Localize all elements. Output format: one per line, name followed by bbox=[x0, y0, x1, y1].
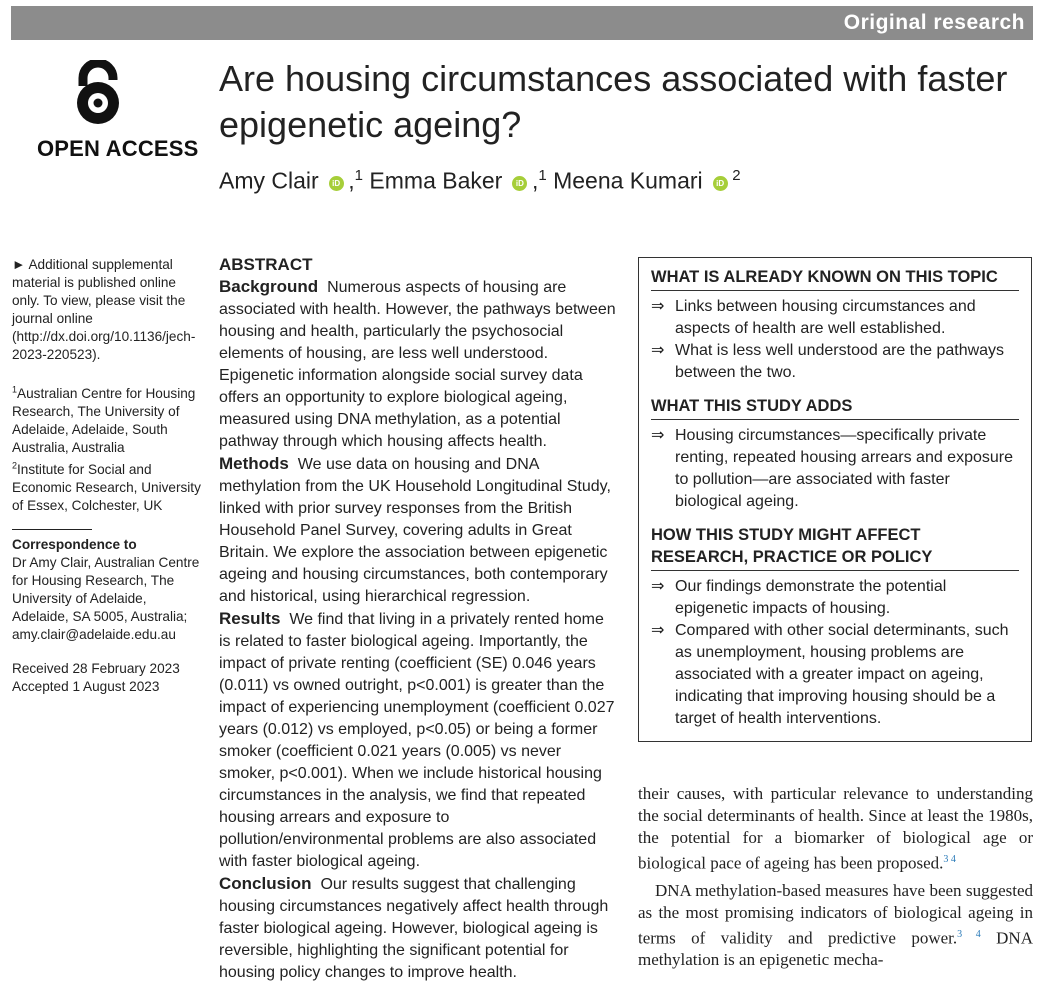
orcid-icon[interactable]: iD bbox=[713, 176, 728, 191]
dates bbox=[12, 660, 202, 696]
abstract-heading: ABSTRACT bbox=[219, 255, 313, 274]
key-messages-box bbox=[638, 257, 1032, 742]
accepted-date: Accepted 1 August 2023 bbox=[12, 679, 160, 695]
divider bbox=[12, 529, 92, 530]
received-date: Received 28 February 2023 bbox=[12, 661, 180, 677]
box-item: ⇒ Compared with other social determinants, such as unemployment, housing problems are associated with a greater impact on ageing, indicating that improving housing should be a target of health interventions. bbox=[651, 622, 1009, 727]
abstract-methods: Methods We use data on housing and DNA methylation from the UK Household Longitudinal Study, linked with prior survey responses from the British Household Panel Survey, covering adults in Great Britain. We explore the association between epigenetic ageing and housing circumstances, both contemporary and historical, using hierarchical regression. bbox=[219, 454, 611, 605]
author-name[interactable]: Amy Clair bbox=[219, 167, 319, 194]
reference-link[interactable]: 3 4 bbox=[943, 854, 956, 865]
affiliation-ref: 2 bbox=[732, 167, 741, 184]
orcid-icon[interactable]: iD bbox=[329, 176, 344, 191]
abstract bbox=[219, 254, 617, 984]
box-heading: WHAT THIS STUDY ADDS bbox=[651, 395, 1019, 420]
article-title: Are housing circumstances associated with faster epigenetic ageing? bbox=[219, 58, 1008, 145]
author-name[interactable]: Meena Kumari bbox=[553, 167, 703, 194]
box-item: ⇒ Links between housing circumstances and aspects of health are well established. bbox=[651, 298, 976, 337]
body-text bbox=[638, 783, 1033, 971]
adds-section bbox=[651, 395, 1019, 513]
orcid-icon[interactable]: iD bbox=[512, 176, 527, 191]
correspondence bbox=[12, 536, 202, 644]
box-heading: WHAT IS ALREADY KNOWN ON THIS TOPIC bbox=[651, 266, 1019, 291]
section-banner bbox=[11, 6, 1033, 40]
box-item: ⇒ Housing circumstances—specifically private renting, repeated housing arrears and exposure to pollution—are associated with faster biological ageing. bbox=[651, 427, 1013, 510]
impact-section bbox=[651, 524, 1019, 730]
abstract-background: Background Numerous aspects of housing are associated with health. However, the pathways between housing and health, particularly the psychosocial elements of housing, are less well understood. Epigenetic information alongside social survey data offers an opportunity to explore biological ageing, measured using DNA methylation, as a potential pathway through which housing affects health. bbox=[219, 277, 616, 450]
box-heading: HOW THIS STUDY MIGHT AFFECT RESEARCH, PRACTICE OR POLICY bbox=[651, 524, 1019, 571]
box-item: ⇒ What is less well understood are the pathways between the two. bbox=[651, 342, 1005, 381]
correspondence-text: Dr Amy Clair, Australian Centre for Housing Research, The University of Adelaide, Adelaide, SA 5005, Australia; amy.clair@adelaide.edu.au bbox=[12, 555, 200, 643]
box-item: ⇒ Our findings demonstrate the potential epigenetic impacts of housing. bbox=[651, 578, 947, 617]
abstract-conclusion: Conclusion Our results suggest that challenging housing circumstances negatively affect health through faster biological ageing. However, biological ageing is reversible, highlighting the significant potential for housing policy changes to improve health. bbox=[219, 874, 609, 981]
body-paragraph: their causes, with particular relevance to understanding the social determinants of health. Since at least the 1980s, the potential for a biomarker of biological age or biological pace of ageing has been proposed.$^{3 4}$ bbox=[638, 784, 1033, 873]
correspondence-heading: Correspondence to bbox=[12, 537, 137, 553]
affiliation-item: $^2$Institute for Social and Economic Research, University of Essex, Colchester, UK bbox=[12, 460, 201, 514]
affiliation-item: $^1$Australian Centre for Housing Research, The University of Adelaide, Adelaide, South Australia, Australia bbox=[12, 384, 196, 455]
known-section bbox=[651, 266, 1019, 384]
open-access-logo bbox=[37, 60, 199, 162]
reference-link[interactable]: 3 4 bbox=[957, 928, 981, 940]
body-paragraph: DNA methylation-based measures have been suggested as the most promising indicators of biological ageing in terms of validity and predictive power.$^{3 4}$ DNA methylation is an epigenetic mecha- bbox=[638, 880, 1033, 970]
open-access-lock-icon bbox=[67, 60, 129, 126]
affiliation-ref: 1 bbox=[538, 167, 547, 184]
affiliations bbox=[12, 380, 202, 515]
open-access-label: OPEN ACCESS bbox=[37, 136, 199, 161]
supplemental-note: ► Additional supplemental material is published online only. To view, please visit the journal online (http://dx.doi.org/10.1136/jech-2023-220523). bbox=[12, 257, 196, 362]
abstract-results: Results We find that living in a privately rented home is related to faster biological ageing. Importantly, the impact of private renting (coefficient (SE) 0.046 years (0.011) vs owned outright, p<0.001) is greater than the impact of experiencing unemployment (coefficient 0.027 years (0.012) vs employed, p<0.05) or being a former smoker (coefficient 0.021 years (0.005) vs never smoker, p<0.001). When we include historical housing circumstances in the analysis, we find that repeated housing arrears and exposure to pollution/environmental problems are also associated with faster biological ageing. bbox=[219, 609, 615, 870]
author-list: Amy Clair iD ,$^1$ Emma Baker iD ,$^1$ Meena Kumari iD $^2$ bbox=[219, 167, 741, 194]
affiliation-ref: 1 bbox=[354, 167, 364, 184]
author-name[interactable]: Emma Baker bbox=[369, 167, 503, 194]
section-label: Original research bbox=[843, 11, 1025, 34]
article-sidebar bbox=[12, 256, 202, 712]
